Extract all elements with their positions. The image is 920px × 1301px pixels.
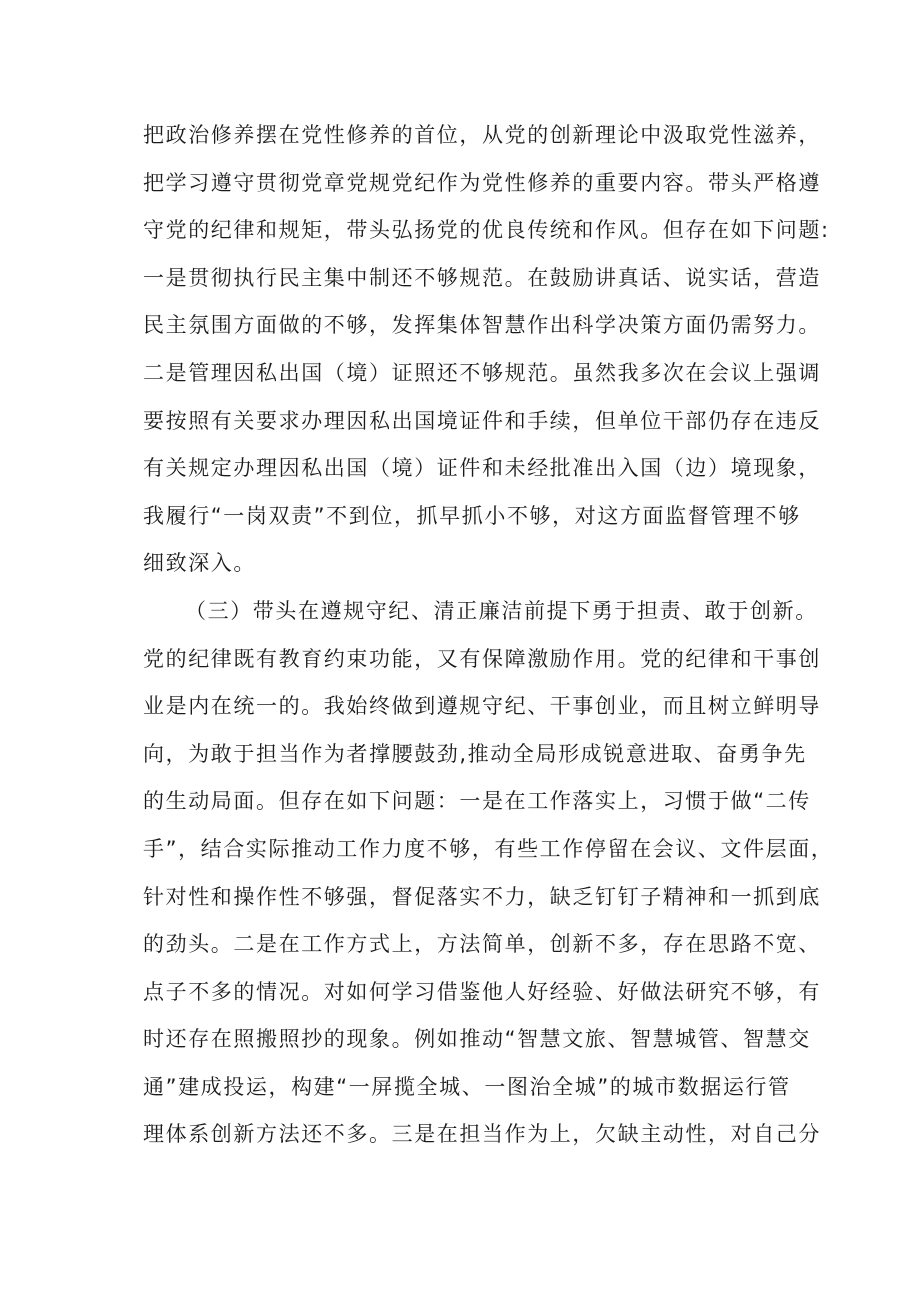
body-text — [143, 112, 834, 1159]
text-line: 党的纪律既有教育约束功能，又有保障激励作用。党的纪律和干事创 — [143, 646, 821, 671]
text-line: 一是贯彻执行民主集中制还不够规范。在鼓励讲真话、说实话，营造 — [143, 265, 821, 290]
text-line: 的生动局面。但存在如下问题：一是在工作落实上，习惯于做“二传 — [143, 789, 811, 814]
text-line: 理体系创新方法还不多。三是在担当作为上，欠缺主动性，对自己分 — [143, 1122, 821, 1147]
text-line: 二是管理因私出国（境）证照还不够规范。虽然我多次在会议上强调 — [143, 360, 821, 385]
text-line: 把政治修养摆在党性修养的首位，从党的创新理论中汲取党性滋养， — [143, 123, 821, 147]
text-line: 守党的纪律和规矩，带头弘扬党的优良传统和作风。但存在如下问题: — [143, 218, 830, 243]
text-line: 针对性和操作性不够强，督促落实不力，缺乏钉钉子精神和一抓到底 — [143, 884, 821, 909]
text-line: 有关规定办理因私出国（境）证件和未经批准出入国（边）境现象， — [143, 456, 821, 481]
text-line: 通”建成投运，构建“一屏揽全城、一图治全城”的城市数据运行管 — [143, 1074, 791, 1099]
text-line: 手”，结合实际推动工作力度不够，有些工作停留在会议、文件层面， — [143, 836, 834, 861]
text-line: 向，为敢于担当作为者撑腰鼓劲,推动全局形成锐意进取、奋勇争先 — [143, 741, 807, 766]
text-line: 细致深入。 — [143, 551, 256, 576]
text-line: 时还存在照搬照抄的现象。例如推动“智慧文旅、智慧城管、智慧交 — [143, 1027, 811, 1052]
text-line: 的劲头。二是在工作方式上，方法简单，创新不多，存在思路不宽、 — [143, 932, 821, 957]
text-line: 我履行“一岗双责”不到位，抓早抓小不够，对这方面监督管理不够 — [143, 503, 801, 528]
text-line: 把学习遵守贯彻党章党规党纪作为党性修养的重要内容。带头严格遵 — [143, 170, 821, 195]
text-line: 业是内在统一的。我始终做到遵规守纪、干事创业，而且树立鲜明导 — [143, 694, 821, 719]
text-line: 点子不多的情况。对如何学习借鉴他人好经验、好做法研究不够，有 — [143, 979, 821, 1004]
section-heading: （三）带头在遵规守纪、清正廉洁前提下勇于担责、敢于创新。 — [185, 598, 818, 623]
text-line: 民主氛围方面做的不够，发挥集体智慧作出科学决策方面仍需努力。 — [143, 313, 821, 338]
text-line: 要按照有关要求办理因私出国境证件和手续，但单位干部仍存在违反 — [143, 408, 821, 433]
